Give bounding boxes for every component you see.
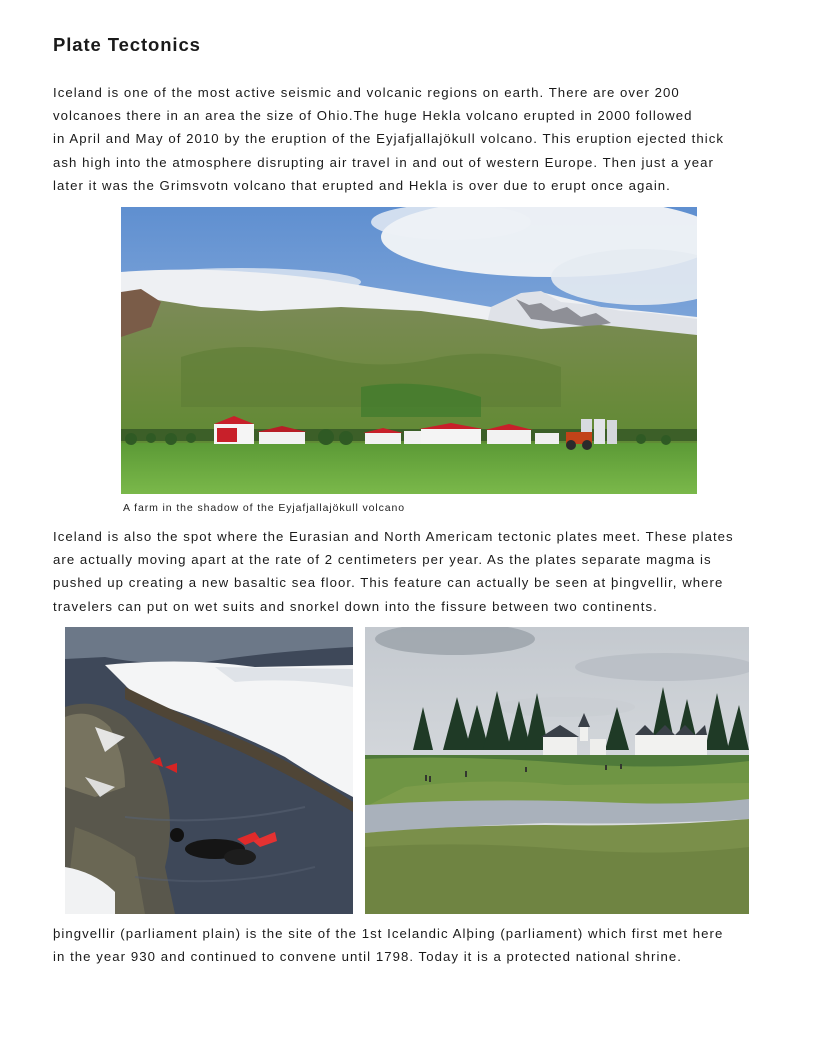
paragraph-line: later it was the Grimsvotn volcano that erupted and Hekla is over due to erupt once again. xyxy=(53,177,671,193)
thingvellir-paragraph xyxy=(53,922,783,968)
thingvellir-church-photo xyxy=(365,627,749,914)
paragraph-line: ash high into the atmosphere disrupting air travel in and out of western Europe. Then just a year xyxy=(53,154,714,170)
paragraph-line: are actually moving apart at the rate of 2 centimeters per year. As the plates separate magma is xyxy=(53,552,712,568)
intro-paragraph xyxy=(53,81,783,197)
paragraph-line: pushed up creating a new basaltic sea floor. This feature can actually be seen at þingvellir, where xyxy=(53,575,724,591)
photo-caption: A farm in the shadow of the Eyjafjallajökull volcano xyxy=(123,502,406,514)
paragraph-line: travelers can put on wet suits and snorkel down into the fissure between two continents. xyxy=(53,598,658,614)
paragraph-line: Iceland is also the spot where the Eurasian and North Americam tectonic plates meet. These plates xyxy=(53,529,734,544)
paragraph-line: Iceland is one of the most active seismic and volcanic regions on earth. There are over 200 xyxy=(53,85,680,100)
tectonic-plates-paragraph xyxy=(53,525,783,618)
paragraph-line: volcanoes there in an area the size of Ohio.The huge Hekla volcano erupted in 2000 followed xyxy=(53,108,693,124)
snorkel-fissure-photo xyxy=(65,627,353,914)
paragraph-line: in April and May of 2010 by the eruption of the Eyjafjallajökull volcano. This eruption ejected thick xyxy=(53,131,725,147)
paragraph-line: in the year 930 and continued to convene until 1798. Today it is a protected national shrine. xyxy=(53,949,682,965)
page-title: Plate Tectonics xyxy=(53,34,201,55)
farm-volcano-photo xyxy=(121,207,697,494)
paragraph-line: þingvellir (parliament plain) is the site of the 1st Icelandic Alþing (parliament) which first met here xyxy=(53,926,724,941)
